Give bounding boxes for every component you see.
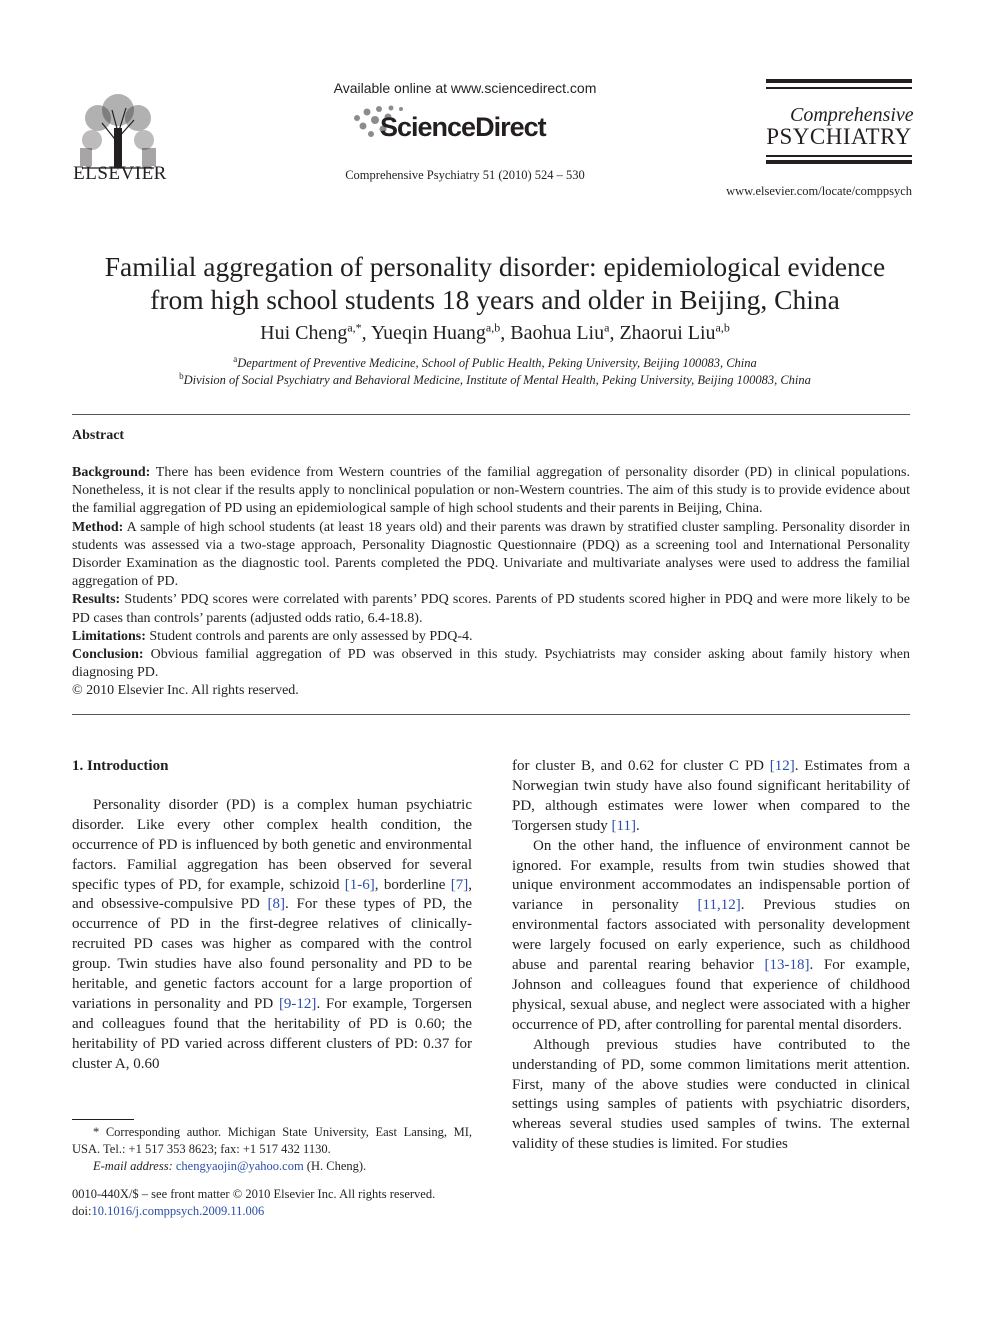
available-online-text[interactable]: Available online at www.sciencedirect.com [333, 80, 597, 96]
paragraph [512, 1036, 910, 1155]
journal-citation: Comprehensive Psychiatry 51 (2010) 524 – 530 [345, 168, 585, 182]
text-run: . For example, Johnson and colleagues found that experience of childhood physical, sexual abuse, and neglect were associated with a higher occurrence of PD, after controlling for parental mental disorders. [512, 957, 910, 1033]
reference-link[interactable]: [1-6] [344, 876, 375, 893]
section-heading: 1. Introduction [72, 758, 169, 774]
journal-rule-bottom-thin [766, 155, 912, 157]
journal-title-line1: Comprehensive [790, 104, 914, 126]
text-run: . For these types of PD, the occurrence of PD in the first-degree relatives of clinically-recruited PD cases was higher as compared with the control group. Twin studies have also found personality and PD to be heritable, and genetic factors account for a large proportion of variations in personality and PD [72, 896, 472, 1012]
journal-title-line2: PSYCHIATRY [766, 124, 912, 149]
journal-rule-top-thick [766, 79, 912, 83]
author-sup: a,b [715, 320, 730, 334]
abstract-copyright: © 2010 Elsevier Inc. All rights reserved. [72, 683, 299, 699]
abstract-conclusion: Conclusion: Obvious familial aggregation of PD was observed in this study. Psychiatrists may consider asking about family history when diagnosing PD. [72, 647, 910, 681]
reference-link[interactable]: [11] [611, 817, 636, 834]
reference-link[interactable]: [9-12] [278, 995, 317, 1012]
author-name[interactable]: Baohua Liu [510, 321, 605, 344]
reference-link[interactable]: [12] [769, 758, 795, 774]
author-name[interactable]: Hui Cheng [260, 321, 348, 344]
journal-rule-top-thin [766, 87, 912, 89]
author: Yueqin Huang$^{a,b}$, [370, 320, 511, 344]
paragraph [512, 837, 910, 1036]
issn-line: 0010-440X/$ – see front matter © 2010 Elsevier Inc. All rights reserved. [72, 1187, 436, 1201]
journal-url[interactable]: www.elsevier.com/locate/comppsych [726, 184, 912, 198]
author-sup: a,* [347, 320, 362, 334]
text-run: for cluster B, and 0.62 for cluster C PD [512, 758, 770, 774]
text-run: . For example, Torgersen and colleagues found that the heritability of PD is 0.60; the heritability of PD varied across different clusters of PD: 0.37 for cluster A, 0.60 [72, 995, 472, 1072]
footnote-rule [72, 1119, 134, 1120]
article-title [60, 250, 930, 316]
text-run: . Estimates from a Norwegian twin study have also found significant heritability of PD, although estimates were lower when compared to the Torgersen study [512, 758, 910, 834]
author: Baohua Liu$^a$, [510, 320, 620, 344]
text-run: . Previous studies on environmental factors associated with personality development were largely focused on early experience, such as childhood abuse and parental rearing behavior [512, 897, 910, 974]
abstract-results: Results: Students’ PDQ scores were correlated with parents’ PDQ scores. Parents of PD students scored higher in PDQ and were more likely to be PD cases than controls’ parents (adjusted odds ratio, 6.4-18.8). [72, 592, 910, 626]
paragraph [72, 796, 472, 1075]
column-left [72, 757, 472, 1075]
abstract-heading: Abstract [72, 428, 125, 443]
text-run: Although previous studies have contributed to the understanding of PD, some common limitations merit attention. First, many of the above studies were conducted in clinical settings using samples of patients with psychiatric disorders, whereas several studies used samples of twins. The external validity of these studies is limited. For studies [512, 1036, 910, 1153]
divider [72, 714, 910, 715]
text-run: , borderline [374, 876, 451, 893]
abstract-method: Method: A sample of high school students (at least 18 years old) and their parents was drawn by stratified cluster sampling. Personality disorder in students was assessed via a two-stage approach, Personality Diagnostic Questionnaire (PDQ) as a screening tool and International Personality Disorder Examination as the diagnostic tool. Parents completed the PDQ. Univariate and multivariate analyses were used to address the familial aggregation of PD. [72, 519, 910, 590]
doi-link[interactable]: 10.1016/j.comppsych.2009.11.006 [91, 1204, 265, 1218]
reference-link[interactable]: [7] [450, 876, 469, 893]
text-run: Personality disorder (PD) is a complex human psychiatric disorder. Like every other complex health condition, the occurrence of PD is influenced by both genetic and environmental factors. Familial aggregation has been observed for several specific types of PD, for example, schizoid [72, 796, 472, 893]
article-title-line2: from high school students 18 years and older in Beijing, China [150, 284, 840, 315]
publisher-name: ELSEVIER [73, 163, 167, 184]
divider [72, 414, 910, 415]
author-sup: a [604, 320, 610, 334]
journal-rule-bottom-thick [766, 160, 912, 164]
reference-link[interactable]: [8] [267, 896, 286, 913]
author-name[interactable]: Yueqin Huang [370, 321, 486, 344]
text-run: On the other hand, the influence of environment cannot be ignored. For example, results from twin studies showed that unique environment accommodates an indispensable portion of variance in personality [512, 837, 910, 914]
author-list [60, 320, 930, 345]
author-name[interactable]: Zhaorui Liu [619, 321, 716, 344]
abstract-background: Background: There has been evidence from Western countries of the familial aggregation of personality disorder (PD) in clinical populations. Nonetheless, it is not clear if the results apply to nonclinical population or non-Western countries. The aim of this study is to provide evidence about the familial aggregation of PD using an epidemiological sample of high school students and their parents in Beijing, China. [72, 465, 910, 517]
doi-line: doi:10.1016/j.comppsych.2009.11.006 [72, 1204, 265, 1218]
affiliation-a: $^a$Department of Preventive Medicine, School of Public Health, Peking University, Beijing 100083, China [233, 354, 757, 371]
article-title-line1: Familial aggregation of personality disorder: epidemiological evidence [104, 251, 886, 282]
paragraph [512, 757, 910, 837]
author-sup: a,b [485, 320, 501, 334]
email-link[interactable]: chengyaojin@yahoo.com [175, 1159, 304, 1173]
reference-link[interactable]: [11,12] [697, 897, 741, 914]
abstract-body [72, 464, 910, 701]
text-run: , and obsessive-compulsive PD [72, 876, 472, 913]
author [619, 322, 729, 344]
email-line: E-mail address: chengyaojin@yahoo.com (H. Cheng). [93, 1159, 367, 1173]
footnote [72, 1124, 472, 1175]
front-matter [72, 1186, 492, 1220]
text-run: . [635, 817, 640, 834]
corresponding-author-note: * Corresponding author. Michigan State University, East Lansing, MI, USA. Tel.: +1 517 353 8623; fax: +1 517 432 1130. [72, 1125, 472, 1156]
abstract-limitations: Limitations: Student controls and parents are only assessed by PDQ-4. [72, 628, 473, 644]
sciencedirect-wordmark: ScienceDirect [380, 112, 546, 142]
reference-link[interactable]: [13-18] [764, 957, 810, 974]
author: Hui Cheng$^{a,*}$, [260, 320, 371, 344]
affiliation-b: $^b$Division of Social Psychiatry and Behavioral Medicine, Institute of Mental Health, Peking University, Beijing 100083, China [179, 371, 811, 388]
column-right [512, 757, 910, 1155]
